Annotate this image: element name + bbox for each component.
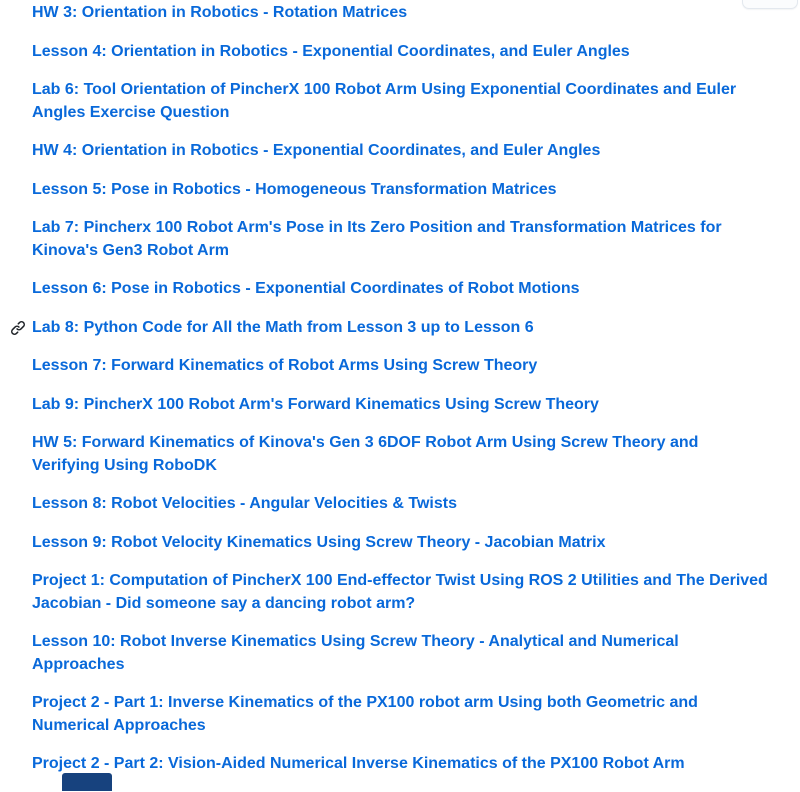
heading-link[interactable]: HW 5: Forward Kinematics of Kinova's Gen 3 6DOF Robot Arm Using Screw Theory and Verifying Using RoboDK	[32, 434, 699, 474]
readme-heading	[32, 41, 770, 64]
heading-link[interactable]: Lesson 6: Pose in Robotics - Exponential Coordinates of Robot Motions	[32, 280, 580, 297]
readme-heading	[32, 79, 770, 124]
readme-heading	[32, 217, 770, 262]
readme-heading	[32, 355, 770, 378]
readme-heading	[32, 140, 770, 163]
readme-heading	[32, 692, 770, 737]
heading-link[interactable]: Project 2 - Part 1: Inverse Kinematics of the PX100 robot arm Using both Geometric and Numerical Approaches	[32, 694, 698, 734]
readme-heading	[32, 753, 770, 776]
heading-link[interactable]: Lesson 10: Robot Inverse Kinematics Using Screw Theory - Analytical and Numerical Approaches	[32, 633, 679, 673]
heading-link[interactable]: Lesson 7: Forward Kinematics of Robot Arms Using Screw Theory	[32, 357, 538, 374]
readme-heading	[32, 493, 770, 516]
heading-link[interactable]: Lesson 9: Robot Velocity Kinematics Using Screw Theory - Jacobian Matrix	[32, 533, 606, 551]
heading-link[interactable]: Project 1: Computation of PincherX 100 End-effector Twist Using ROS 2 Utilities and The Derived Jacobian - Did someone say a dancing robot arm?	[32, 572, 768, 612]
heading-link[interactable]: Lesson 5: Pose in Robotics - Homogeneous Transformation Matrices	[32, 180, 557, 198]
heading-link[interactable]: Lab 7: Pincherx 100 Robot Arm's Pose in Its Zero Position and Transformation Matrices for Kinova's Gen3 Robot Arm	[32, 219, 722, 259]
readme-heading	[32, 570, 770, 615]
readme-heading	[32, 278, 770, 301]
heading-link[interactable]: HW 3: Orientation in Robotics - Rotation Matrices	[32, 4, 408, 21]
readme-heading	[32, 432, 770, 477]
readme-heading	[32, 2, 770, 25]
readme-heading	[32, 631, 770, 676]
heading-link[interactable]: Project 2 - Part 2: Vision-Aided Numerical Inverse Kinematics of the PX100 Robot Arm	[32, 755, 685, 772]
heading-link[interactable]: Lesson 8: Robot Velocities - Angular Velocities & Twists	[32, 495, 457, 512]
heading-link[interactable]: Lab 6: Tool Orientation of PincherX 100 Robot Arm Using Exponential Coordinates and Euler Angles Exercise Question	[32, 81, 737, 121]
link-destination-tooltip	[62, 773, 112, 791]
readme-heading	[32, 532, 770, 555]
readme-heading	[32, 317, 770, 340]
floating-button-partial[interactable]	[742, 0, 798, 9]
heading-link[interactable]: Lesson 4: Orientation in Robotics - Exponential Coordinates, and Euler Angles	[32, 42, 630, 60]
heading-link[interactable]: Lab 8: Python Code for All the Math from Lesson 3 up to Lesson 6	[32, 318, 534, 336]
readme-heading	[32, 179, 770, 202]
link-icon[interactable]	[10, 320, 26, 336]
heading-link[interactable]: HW 4: Orientation in Robotics - Exponential Coordinates, and Euler Angles	[32, 142, 601, 159]
readme-headings-list	[32, 2, 770, 792]
readme-heading	[32, 394, 770, 417]
heading-link[interactable]: Lab 9: PincherX 100 Robot Arm's Forward Kinematics Using Screw Theory	[32, 395, 599, 413]
